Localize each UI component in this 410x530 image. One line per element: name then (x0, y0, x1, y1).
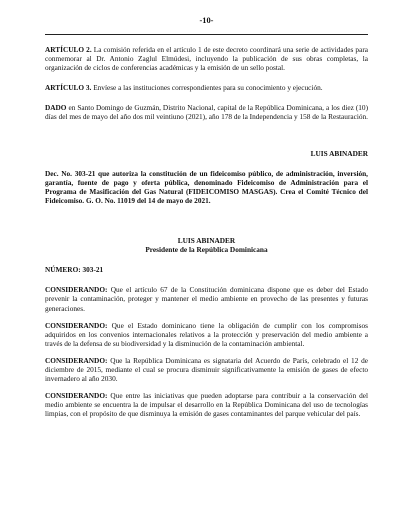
considerando-1 (45, 285, 368, 312)
article-2-text: La comisión referida en el artículo 1 de este decreto coordinará una serie de actividades para conmemorar al Dr. Antonio Zaglul Elmúdesi, incluyendo la publicación de sus obras completas, la organización de ciclos de conferencias académicas y la emisión de un sello postal. (45, 45, 368, 73)
article-3 (45, 83, 368, 92)
considerando-label: CONSIDERANDO: (45, 391, 108, 401)
article-3-text: Envíese a las instituciones correspondientes para su conocimiento y ejecución. (91, 83, 323, 93)
considerando-3 (45, 356, 368, 383)
article-2-label: ARTÍCULO 2. (45, 45, 92, 54)
president-title: Presidente de la República Dominicana (145, 245, 268, 255)
dado-clause (45, 103, 368, 121)
considerando-2 (45, 321, 368, 348)
header-rule (45, 34, 368, 35)
article-2 (45, 45, 368, 72)
considerando-text: Que el Estado dominicano tiene la obligación de cumplir con los compromisos adquiridos en los convenios internacionales relativos a la protección y preservación del medio ambiente a través de la defensa de su biodiversidad y la disminución de la contaminación ambiental. (45, 320, 368, 348)
decree-number: NÚMERO: 303-21 (45, 265, 104, 275)
page-number: -10- (199, 16, 214, 25)
considerando-label: CONSIDERANDO: (45, 320, 108, 330)
considerando-text: Que entre las iniciativas que pueden adoptarse para contribuir a la conservación del medio ambiente se encuentra la de impulsar el desarrollo en la República Dominicana del uso de tecnologías limpias, con el propósito de que disminuya la emisión de gases contaminantes del parque vehicular del país. (45, 391, 368, 419)
considerando-label: CONSIDERANDO: (45, 355, 108, 365)
dado-text: en Santo Domingo de Guzmán, Distrito Nacional, capital de la República Dominicana, a los diez (10) días del mes de mayo del año dos mil veintiuno (2021), año 178 de la Independencia y 158 de la Restauración. (45, 103, 369, 122)
considerando-text: Que la República Dominicana es signataria del Acuerdo de París, celebrado el 12 de diciembre de 2015, mediante el cual se procura disminuir significativamente la emisión de gases de efecto invernadero al año 2030. (45, 355, 368, 384)
decree-summary: Dec. No. 303-21 que autoriza la constitución de un fideicomiso público, de administración, inversión, garantía, fuente de pago y oferta pública, denominado Fideicomiso de Administración para el Programa de Masificación del Gas Natural (FIDEICOMISO MASGAS). Crea el Comité Técnico del Fideicomiso. G. O. No. 11019 del 14 de mayo de 2021. (45, 168, 368, 205)
president-name: LUIS ABINADER (177, 236, 236, 246)
dado-label: DADO (45, 103, 67, 113)
signature-name: LUIS ABINADER (310, 148, 368, 158)
article-3-label: ARTÍCULO 3. (45, 83, 92, 93)
considerando-4 (45, 391, 368, 418)
considerando-label: CONSIDERANDO: (45, 285, 108, 295)
considerando-text: Que el artículo 67 de la Constitución dominicana dispone que es deber del Estado prevenir la contaminación, proteger y mantener el medio ambiente en provecho de las presentes y futuras generaciones. (45, 285, 368, 313)
